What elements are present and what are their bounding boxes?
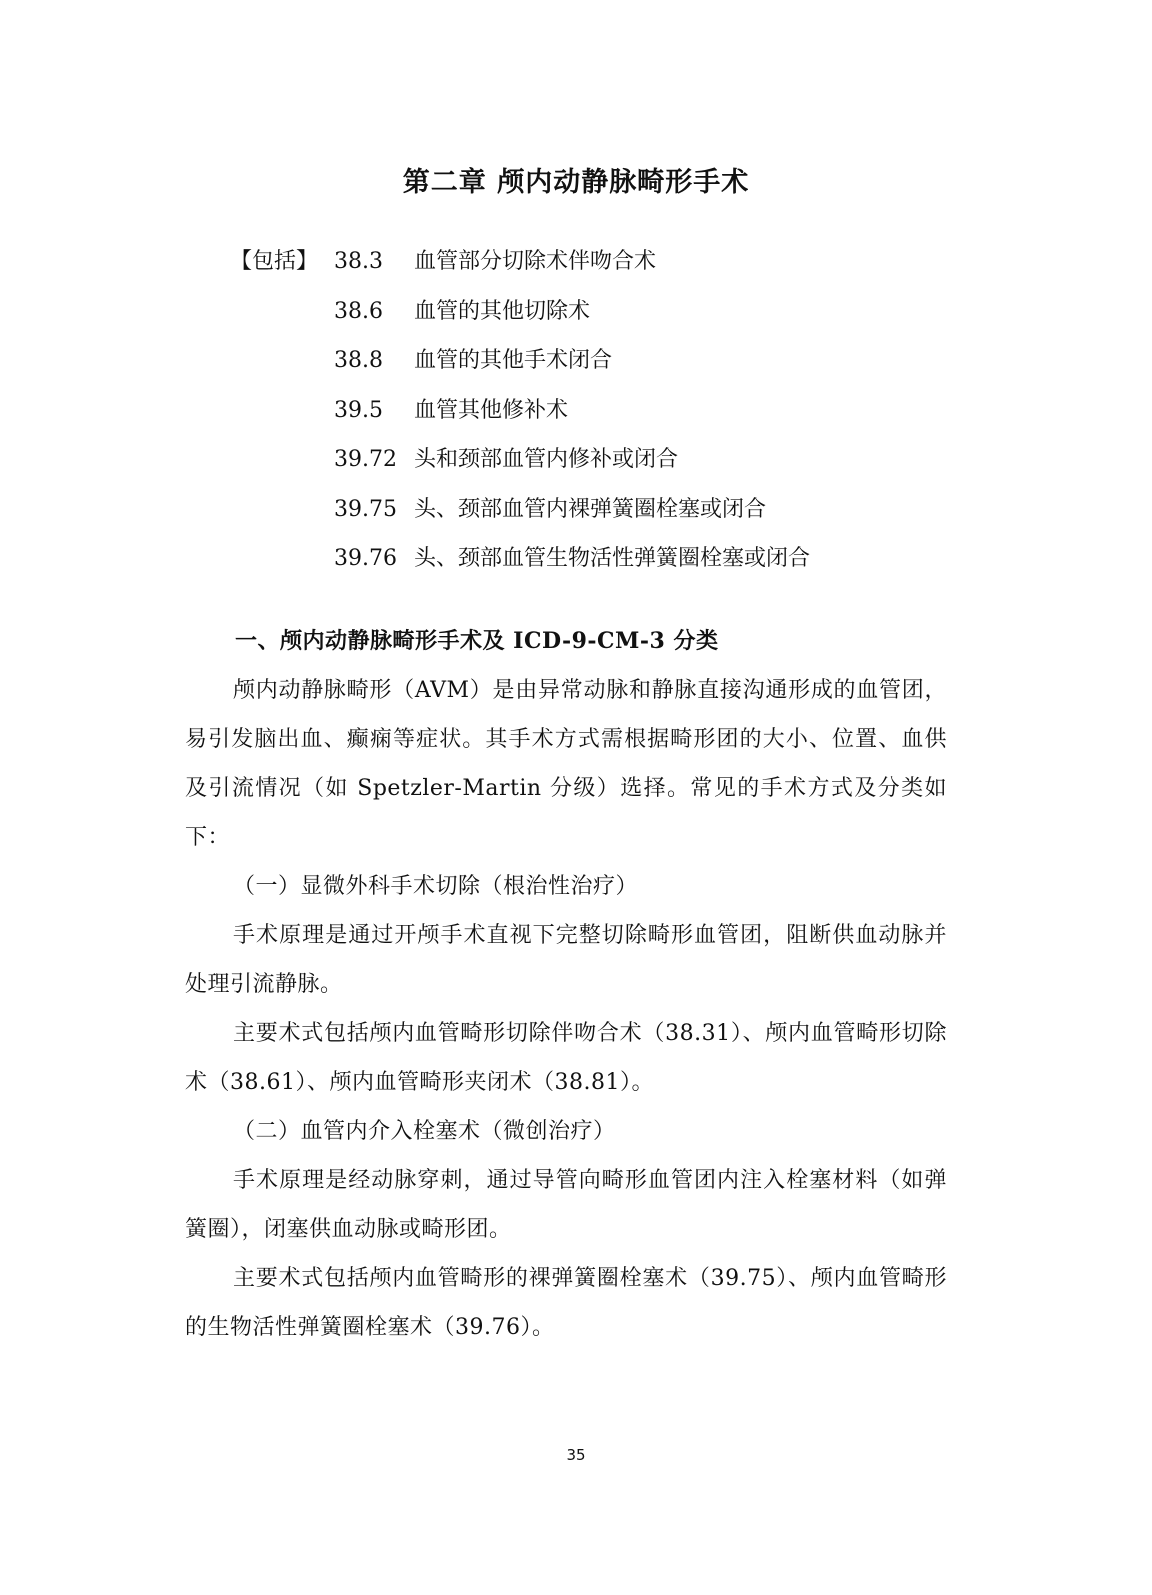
icd-code: 39.76	[334, 546, 397, 571]
icd-description: 血管部分切除术伴吻合术	[414, 249, 657, 274]
section-body	[185, 617, 947, 1352]
includes-label: 【包括】	[230, 249, 319, 274]
icd-description: 头和颈部血管内修补或闭合	[414, 447, 679, 472]
icd-code: 38.8	[334, 348, 383, 373]
embolization-principle-paragraph: 手术原理是经动脉穿刺，通过导管向畸形血管团内注入栓塞材料（如弹簧圈），闭塞供血动脉或畸形团。	[185, 1168, 947, 1242]
page-number: 35	[566, 1446, 586, 1464]
microsurgery-principle-paragraph: 手术原理是通过开颅手术直视下完整切除畸形血管团，阻断供血动脉并处理引流静脉。	[185, 923, 947, 997]
microsurgery-procedures-paragraph: 主要术式包括颅内血管畸形切除伴吻合术（38.31）、颅内血管畸形切除术（38.61）、颅内血管畸形夹闭术（38.81）。	[185, 1021, 947, 1095]
chapter-title: 第二章 颅内动静脉畸形手术	[402, 167, 750, 198]
icd-description: 头、颈部血管生物活性弹簧圈栓塞或闭合	[414, 546, 811, 571]
icd-description: 血管的其他手术闭合	[414, 348, 613, 373]
icd-description: 血管的其他切除术	[414, 298, 591, 324]
icd-code: 39.75	[334, 496, 397, 522]
icd-code: 38.3	[334, 249, 383, 274]
subsection-heading-embolization: （二）血管内介入栓塞术（微创治疗）	[233, 1119, 616, 1144]
embolization-procedures-paragraph: 主要术式包括颅内血管畸形的裸弹簧圈栓塞术（39.75）、颅内血管畸形的生物活性弹簧圈栓塞术（39.76）。	[185, 1266, 947, 1340]
subsection-heading-microsurgery: （一）显微外科手术切除（根治性治疗）	[233, 874, 639, 899]
intro-paragraph: 颅内动静脉畸形（AVM）是由异常动脉和静脉直接沟通形成的血管团，易引发脑出血、癫痫等症状。其手术方式需根据畸形团的大小、位置、血供及引流情况（如 Spetzler-Martin 分级）选择。常见的手术方式及分类如下：	[185, 678, 947, 850]
section-heading: 一、颅内动静脉畸形手术及 ICD-9-CM-3 分类	[235, 628, 719, 654]
icd-description: 血管其他修补术	[414, 397, 569, 423]
icd-code: 39.72	[334, 447, 397, 472]
icd-description: 头、颈部血管内裸弹簧圈栓塞或闭合	[414, 496, 767, 522]
icd-code: 39.5	[334, 397, 383, 423]
icd-code: 38.6	[334, 298, 383, 324]
